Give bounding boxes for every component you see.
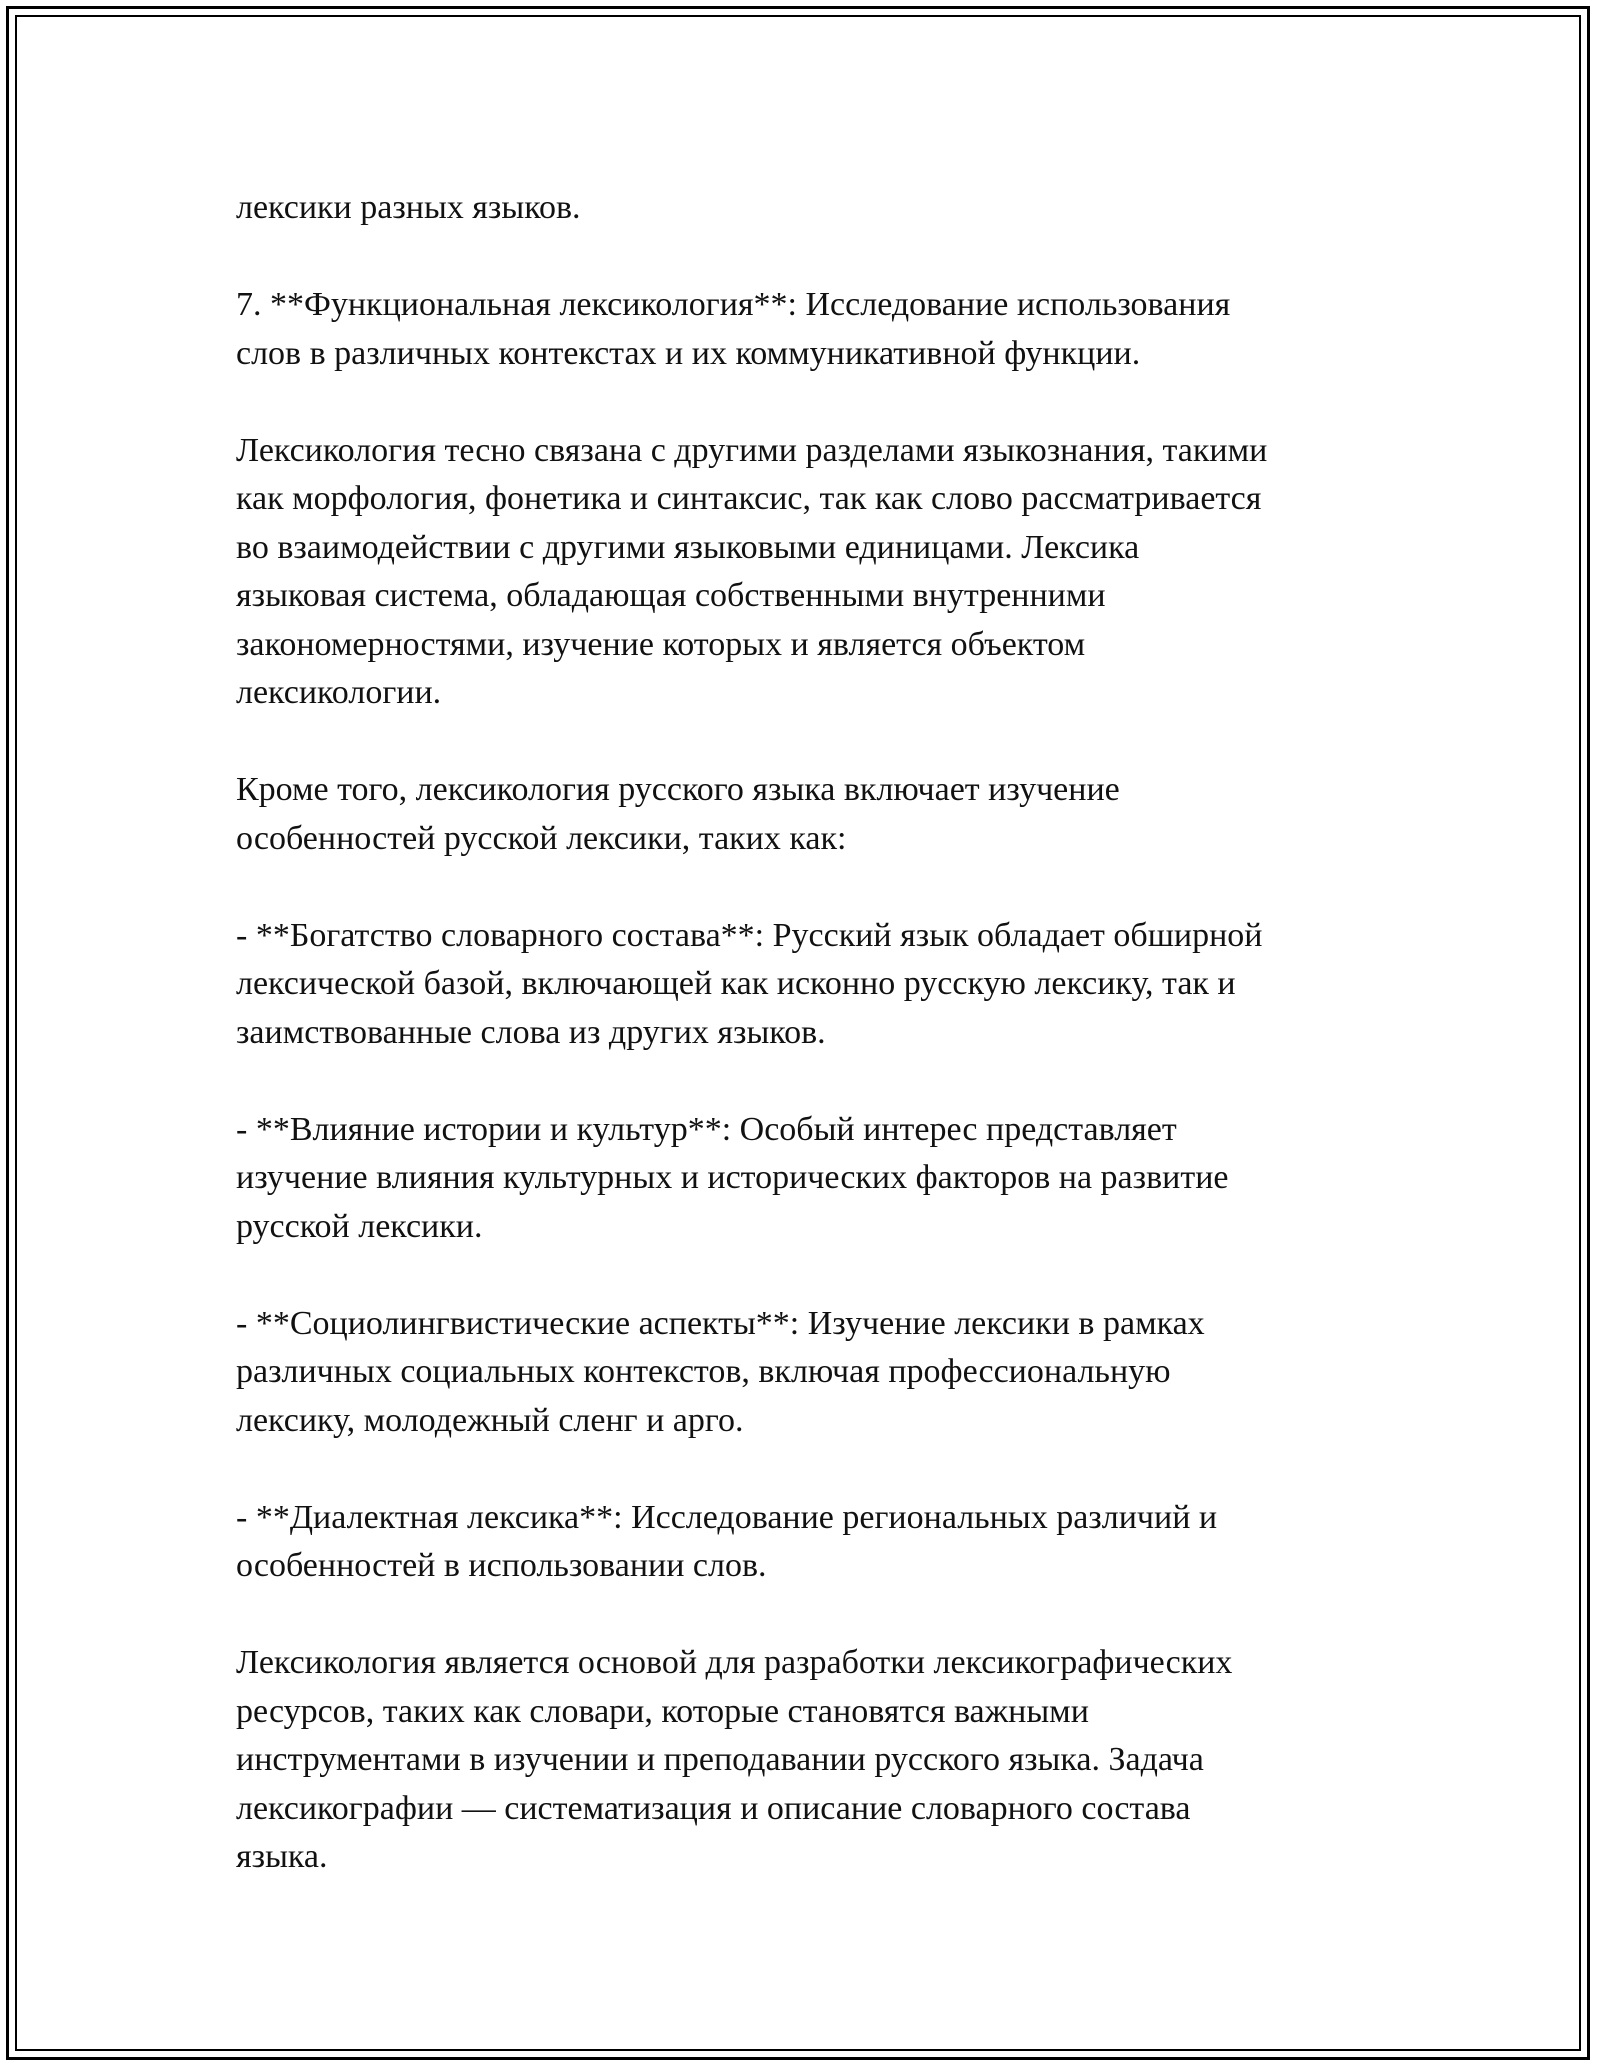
bullet-sociolinguistic-aspects: - **Социолингвистические аспекты**: Изучение лексики в рамках различных социальных контекстов, включая профессиональную лексику, молодежный сленг и арго. xyxy=(236,1304,1205,1439)
bullet-history-culture-influence: - **Влияние истории и культур**: Особый интерес представляет изучение влияния культурных и исторических факторов на развитие русской лексики. xyxy=(236,1110,1229,1245)
paragraph-russian-lexicology-intro: Кроме того, лексикология русского языка включает изучение особенностей русской лексики, таких как: xyxy=(236,771,1120,857)
document-body xyxy=(236,184,1386,1882)
paragraph-lexicography: Лексикология является основой для разработки лексикографических ресурсов, таких как словари, которые становятся важными инструментами в изучении и преподавании русского языка. Задача лексикографии — систематизация и описание словарного состава языка. xyxy=(236,1644,1233,1875)
bullet-dialect-lexicon: - **Диалектная лексика**: Исследование региональных различий и особенностей в использовании слов. xyxy=(236,1498,1218,1584)
paragraph-lexicology-relations: Лексикология тесно связана с другими разделами языкознания, такими как морфология, фонетика и синтаксис, так как слово рассматривается во взаимодействии с другими языковыми единицами. Лексика языковая система, обладающая собственными внутренними закономерностями, изучение которых и является объектом лексикологии. xyxy=(236,431,1268,711)
bullet-vocabulary-richness: - **Богатство словарного состава**: Русский язык обладает обширной лексической базой, включающей как исконно русскую лексику, так и заимствованные слова из других языков. xyxy=(236,916,1263,1051)
list-item-functional-lexicology: 7. **Функциональная лексикология**: Исследование использования слов в различных контекстах и их коммуникативной функции. xyxy=(236,286,1231,372)
paragraph-continuation: лексики разных языков. xyxy=(236,189,581,226)
